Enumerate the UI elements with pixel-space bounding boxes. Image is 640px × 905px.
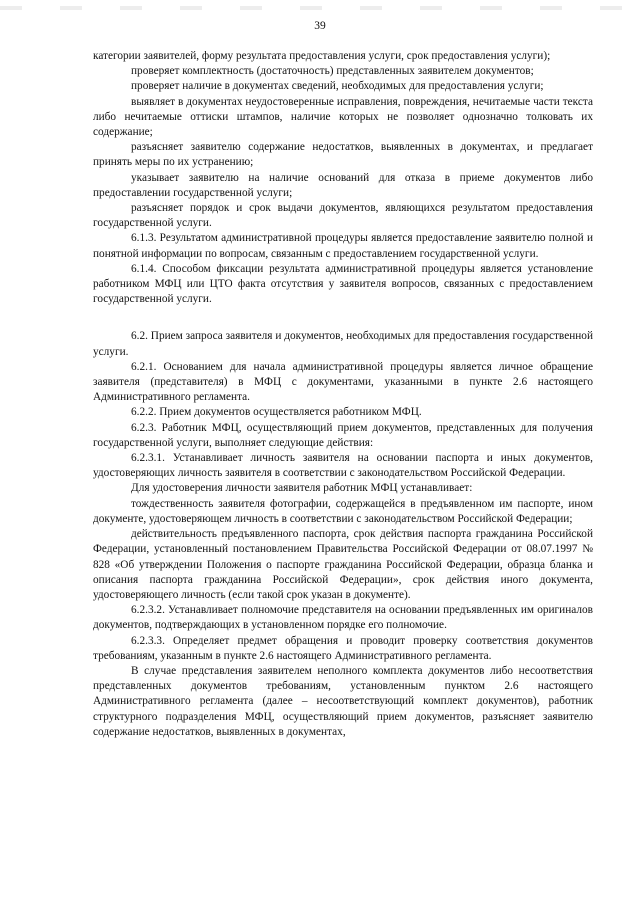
- paragraph: разъясняет порядок и срок выдачи документов, являющихся результатом предоставления государственной услуги.: [93, 202, 593, 230]
- paragraph: действительность предъявленного паспорта, срок действия паспорта гражданина Российской Федерации, установленный постановлением Правительства Российской Федерации от 08.07.1997 № 828 «Об утверждении Положения о паспорте гражданина Российской Федерации, образца бланка и описания паспорта гражданина Российской Федерации», срок действия иного документа, удостоверяющего личность (если такой срок указан в документе).: [93, 528, 593, 601]
- page-number: 39: [314, 20, 326, 32]
- paragraph: 6.1.4. Способом фиксации результата административной процедуры является установление работником МФЦ или ЦТО факта отсутствия у заявителя вопросов, связанных с предоставлением государственной услуги.: [93, 262, 593, 306]
- paragraph: разъясняет заявителю содержание недостатков, выявленных в документах, и предлагает принять меры по их устранению;: [93, 141, 593, 169]
- paragraph: 6.2.2. Прием документов осуществляется работником МФЦ.: [131, 406, 422, 419]
- paragraph: указывает заявителю на наличие оснований для отказа в приеме документов либо предоставлении государственной услуги;: [93, 171, 593, 199]
- paragraph: 6.2.3.2. Устанавливает полномочие представителя на основании предъявленных им оригиналов документов, подтверждающих в установленном порядке его полномочие.: [93, 604, 593, 632]
- paragraph: 6.1.3. Результатом административной процедуры является предоставление заявителю полной и понятной информации по вопросам, связанным с предоставлением государственной услуги.: [93, 232, 593, 260]
- scan-edge-artifact: [0, 6, 640, 10]
- document-text-body: [93, 49, 593, 740]
- paragraph: выявляет в документах неудостоверенные исправления, повреждения, нечитаемые части текста либо нечитаемые оттиски штампов, наличие которых не позволяет однозначно толковать их содержание;: [93, 95, 593, 139]
- paragraph: 6.2.3.1. Устанавливает личность заявителя на основании паспорта и иных документов, удостоверяющих личность заявителя в соответствии с законодательством Российской Федерации.: [93, 452, 593, 480]
- paragraph: 6.2.3. Работник МФЦ, осуществляющий прием документов, представленных для получения государственной услуги, выполняет следующие действия:: [93, 421, 593, 449]
- paragraph: 6.2.1. Основанием для начала административной процедуры является личное обращение заявителя (представителя) в МФЦ с документами, указанными в пункте 2.6 настоящего Административного регламента.: [93, 360, 593, 404]
- paragraph: проверяет наличие в документах сведений, необходимых для предоставления услуги;: [131, 80, 544, 93]
- paragraph: 6.2.3.3. Определяет предмет обращения и проводит проверку соответствия документов требованиям, указанным в пункте 2.6 настоящего Административного регламента.: [93, 634, 593, 662]
- paragraph: категории заявителей, форму результата предоставления услуги, срок предоставления услуги);: [93, 50, 551, 62]
- paragraph: Для удостоверения личности заявителя работник МФЦ устанавливает:: [131, 482, 473, 495]
- paragraph: В случае представления заявителем неполного комплекта документов либо несоответствия представленных документов требованиям, установленным пунктом 2.6 настоящего Административного регламента (далее – несоответствующий комплект документов), работник структурного подразделения МФЦ, осуществляющий прием документов, разъясняет заявителю содержание недостатков, выявленных в документах,: [93, 664, 593, 738]
- paragraph: тождественность заявителя фотографии, содержащейся в предъявленном им паспорте, ином документе, удостоверяющем личность в соответствии с законодательством Российской Федерации;: [93, 497, 593, 525]
- section-gap: [93, 307, 593, 329]
- paragraph: проверяет комплектность (достаточность) представленных заявителем документов;: [131, 65, 534, 78]
- section-heading: 6.2. Прием запроса заявителя и документов, необходимых для предоставления государственной услуги.: [93, 330, 593, 358]
